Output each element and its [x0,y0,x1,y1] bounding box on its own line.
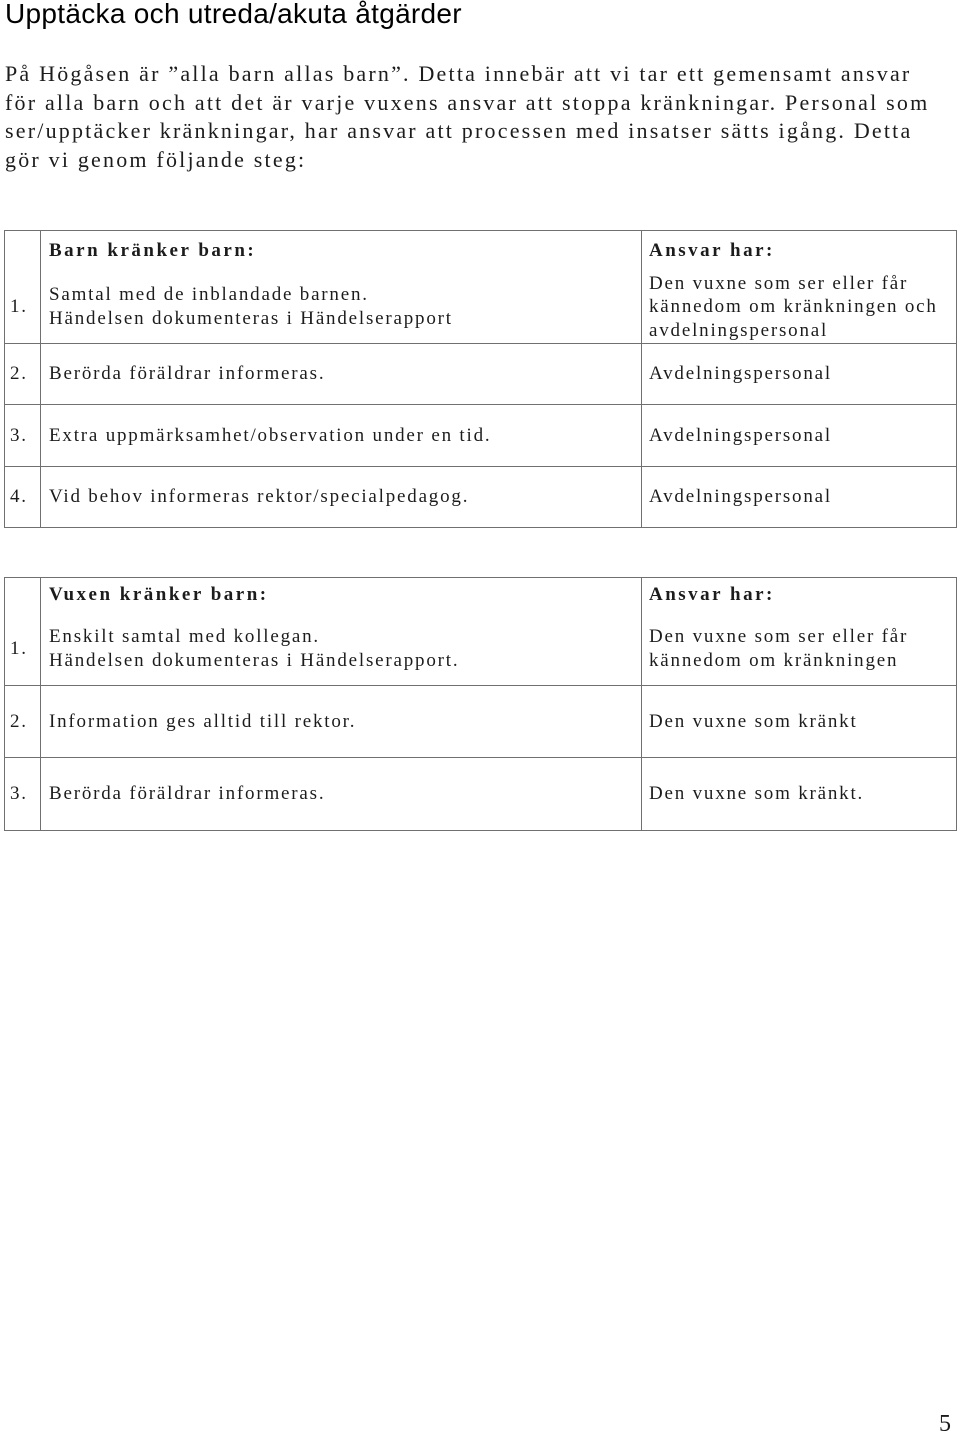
responsible-line: kännedom om kränkningen [649,649,899,671]
responsible-line: Avdelningspersonal [649,363,832,385]
responsible-cell [642,686,957,757]
responsible-line: Den vuxne som ser eller får [649,272,909,294]
responsible-cell [642,405,957,466]
action-cell [41,405,642,466]
step-number: 2. [10,363,28,385]
step-number: 1. [10,637,28,659]
action-cell [41,467,642,527]
step-number-cell [5,231,41,343]
responsible-line: Den vuxne som ser eller får [649,626,909,648]
responsible-header: Ansvar har: [649,584,775,606]
step-number-cell [5,467,41,527]
table-row [5,344,957,405]
table-row [5,467,957,528]
table-row [5,405,957,467]
action-line: Samtal med de inblandade barnen. [49,284,369,306]
action-line: Berörda föräldrar informeras. [49,783,326,805]
step-number-cell [5,578,41,685]
step-number-cell [5,405,41,466]
action-line: Extra uppmärksamhet/observation under en tid. [49,424,492,446]
action-line: Information ges alltid till rektor. [49,710,357,732]
responsible-cell [642,578,957,685]
action-header: Barn kränker barn: [49,240,257,262]
intro-line: gör vi genom följande steg: [5,147,307,173]
table-row [5,686,957,758]
table-row [5,231,957,344]
table-row [5,578,957,686]
responsible-line: avdelningspersonal [649,319,829,341]
action-cell [41,578,642,685]
action-line: Händelsen dokumenteras i Händelserapport. [49,649,460,671]
action-cell [41,686,642,757]
responsible-header: Ansvar har: [649,240,775,262]
step-number: 4. [10,486,28,508]
action-text [49,607,641,685]
responsible-line: kännedom om kränkningen och [649,296,938,318]
table-row [5,758,957,831]
responsible-text [649,607,956,685]
action-text [49,263,641,343]
step-number-cell [5,686,41,757]
intro-line: ser/upptäcker kränkningar, har ansvar att processen med insatser sätts igång. Detta [5,118,913,144]
responsible-line: Avdelningspersonal [649,424,832,446]
step-number-cell [5,758,41,830]
action-cell [41,758,642,830]
intro-line: På Högåsen är ”alla barn allas barn”. Detta innebär att vi tar ett gemensamt ansvar [5,61,912,86]
responsible-cell [642,231,957,343]
action-line: Händelsen dokumenteras i Händelserapport [49,307,453,329]
responsible-cell [642,344,957,404]
intro-line: för alla barn och att det är varje vuxens ansvar att stoppa kränkningar. Personal som [5,89,930,115]
responsible-cell [642,758,957,830]
responsible-line: Den vuxne som kränkt. [649,783,865,805]
page-number: 5 [939,1411,951,1437]
responsible-text [649,263,956,343]
step-number: 3. [10,424,28,446]
step-number-cell [5,344,41,404]
responsible-cell [642,467,957,527]
responsible-line: Avdelningspersonal [649,486,832,508]
step-number: 2. [10,710,28,732]
responsible-line: Den vuxne som kränkt [649,710,858,732]
step-number: 1. [10,296,28,318]
step-number: 3. [10,783,28,805]
adult-offending-table [4,577,957,831]
action-cell [41,231,642,343]
action-line: Berörda föräldrar informeras. [49,363,326,385]
action-cell [41,344,642,404]
action-line: Vid behov informeras rektor/specialpedagog. [49,486,470,508]
page-heading: Upptäcka och utreda/akuta åtgärder [5,0,462,29]
children-offending-table [4,230,957,528]
action-line: Enskilt samtal med kollegan. [49,626,320,648]
intro-paragraph [5,60,929,175]
action-header: Vuxen kränker barn: [49,584,269,606]
